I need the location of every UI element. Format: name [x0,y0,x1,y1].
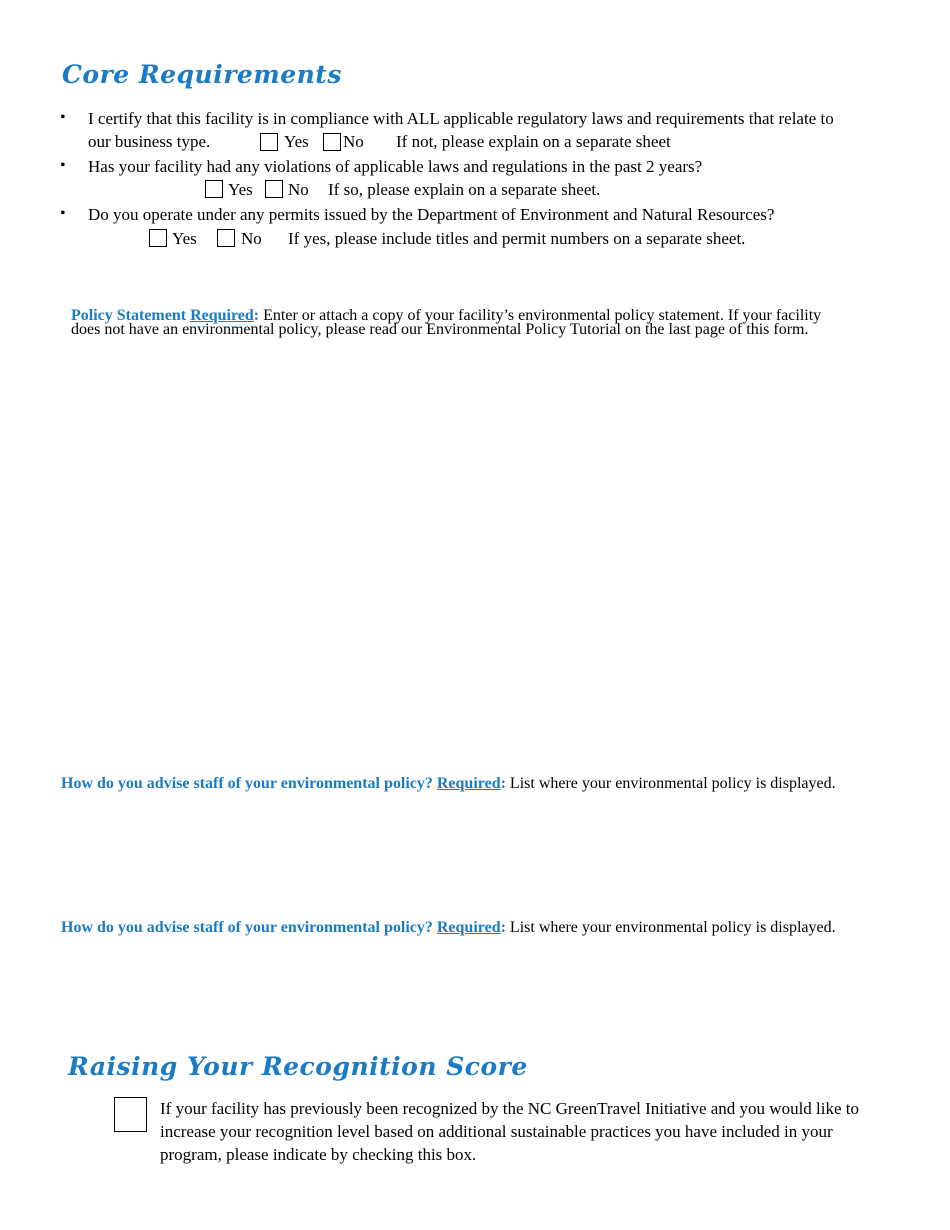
recognition-text [160,1097,859,1166]
advise-required-label: Required [436,775,501,792]
bullet-3: • [60,205,66,222]
recognition-text-line-3: program, please indicate by checking this box. [160,1145,477,1164]
bullet-2: • [60,157,66,174]
question-1-yes-label: Yes [284,132,309,151]
question-1-yes-checkbox[interactable] [260,133,278,151]
question-3-no-checkbox[interactable] [217,229,235,247]
question-3-note: If yes, please include titles and permit numbers on a separate sheet. [288,229,746,248]
question-3-line1: Do you operate under any permits issued by the Department of Environment and Natural Resources? [88,205,775,224]
advise-instruction: List where your environmental policy is displayed. [505,919,836,936]
policy-required-label: Required [190,307,254,324]
question-2-note: If so, please explain on a separate sheet. [328,180,601,199]
question-3-yes-label: Yes [172,229,197,248]
question-1-note: If not, please explain on a separate sheet [396,132,671,151]
advise-colon: : [500,775,506,792]
recognition-checkbox[interactable] [114,1097,147,1132]
recognition-text-line-2: increase your recognition level based on additional sustainable practices you have included in your [160,1122,833,1141]
question-2-yes-label: Yes [228,180,253,199]
recognition-text-line-1: If your facility has previously been recognized by the NC GreenTravel Initiative and you would like to [160,1099,860,1118]
question-2-no-label: No [288,180,309,199]
question-1-line2: our business type. [88,132,211,151]
raising-score-heading: Raising Your Recognition Score [68,1052,528,1081]
bullet-1: • [60,109,66,126]
advise-required-label: Required [436,919,501,936]
policy-statement-text: Enter or attach a copy of your facility’s environmental policy statement. If your facility [259,307,822,324]
question-1-no-checkbox[interactable] [323,133,341,151]
question-3-yes-checkbox[interactable] [149,229,167,247]
advise-question-text: How do you advise staff of your environmental policy? [61,919,437,936]
question-1-no-label: No [343,132,364,151]
policy-statement-label: Policy Statement [71,307,191,324]
advise-colon: : [500,919,506,936]
question-2-yes-checkbox[interactable] [205,180,223,198]
question-2-no-checkbox[interactable] [265,180,283,198]
question-2-line1: Has your facility had any violations of applicable laws and regulations in the past 2 years? [88,157,703,176]
question-1-line1: I certify that this facility is in compliance with ALL applicable regulatory laws and requirements that relate to [88,109,834,128]
advise-staff-question-1 [61,775,836,793]
advise-staff-question-2 [61,919,836,937]
core-requirements-heading: Core Requirements [62,60,342,89]
advise-instruction: List where your environmental policy is displayed. [505,775,836,792]
question-3-no-label: No [241,229,262,248]
advise-question-text: How do you advise staff of your environmental policy? [61,775,437,792]
policy-colon: : [253,307,260,324]
policy-statement-line2: does not have an environmental policy, please read our Environmental Policy Tutorial on the last page of this form. [71,321,809,338]
